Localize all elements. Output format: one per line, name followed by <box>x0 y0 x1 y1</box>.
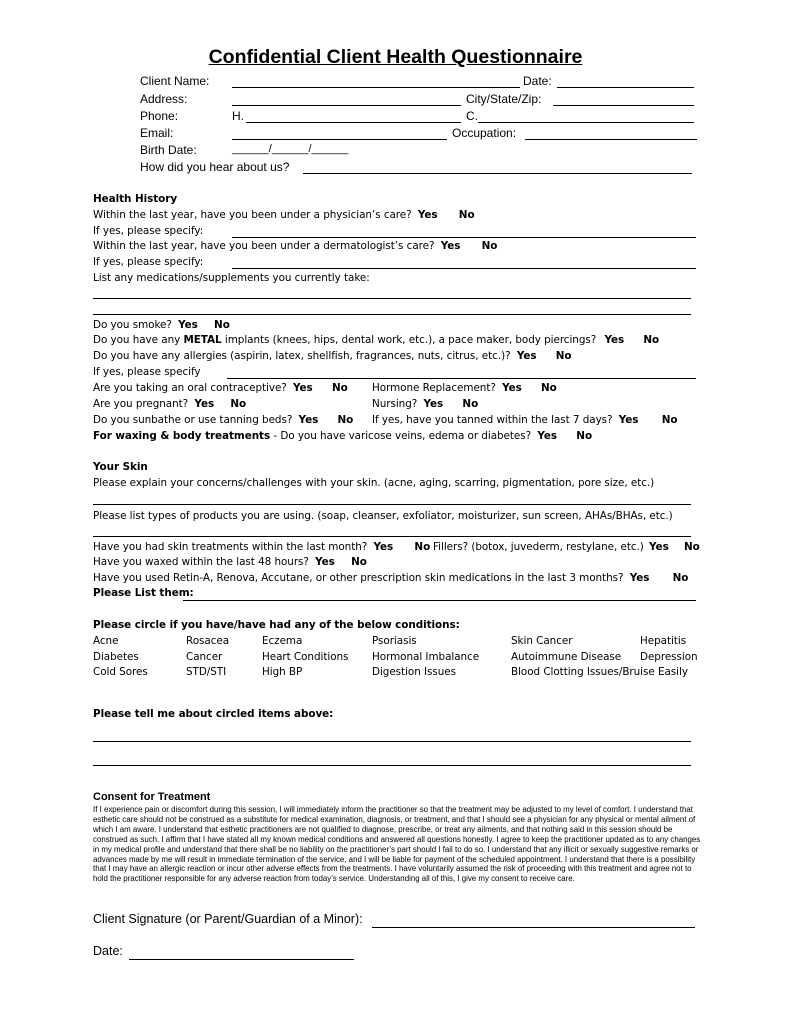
medications-label: List any medications/supplements you currently take: <box>93 272 370 284</box>
dermatologist-specify-label: If yes, please specify: <box>93 256 204 268</box>
signature-label: Client Signature (or Parent/Guardian of a Minor): <box>93 912 363 926</box>
occupation-field[interactable] <box>525 139 697 140</box>
health-history-heading: Health History <box>93 193 178 205</box>
signature-date-label: Date: <box>93 944 123 958</box>
waxed-yes-option[interactable]: Yes <box>315 556 335 568</box>
condition-psoriasis[interactable]: Psoriasis <box>372 635 417 647</box>
waxed-text: Have you waxed within the last 48 hours? <box>93 556 309 568</box>
birth-date-field[interactable]: ______/______/______ <box>232 143 349 155</box>
condition-eczema[interactable]: Eczema <box>262 635 303 647</box>
condition-acne[interactable]: Acne <box>93 635 119 647</box>
physician-no-option[interactable]: No <box>458 209 475 221</box>
sunbathe-yes-option[interactable]: Yes <box>298 414 319 426</box>
fillers-text: Fillers? (botox, juvederm, restylane, etc.) <box>433 541 644 553</box>
products-field[interactable] <box>93 536 691 537</box>
retin-question <box>93 572 688 584</box>
fillers-question <box>433 541 700 553</box>
condition-hepatitis[interactable]: Hepatitis <box>640 635 687 647</box>
physician-care-question <box>93 209 475 221</box>
date-field[interactable] <box>557 87 694 88</box>
pregnant-yes-option[interactable]: Yes <box>194 398 215 410</box>
physician-specify-field[interactable] <box>232 237 696 238</box>
waxed-question <box>93 556 367 568</box>
allergies-no-option[interactable]: No <box>555 350 572 362</box>
retin-text: Have you used Retin-A, Renova, Accutane, or other prescription skin medications in the last 3 months? <box>93 572 624 584</box>
metal-text-bold: METAL <box>183 334 222 346</box>
client-name-label: Client Name: <box>140 74 210 88</box>
physician-care-text: Within the last year, have you been under a physician’s care? <box>93 209 412 221</box>
home-phone-field[interactable] <box>246 122 461 123</box>
home-phone-label: H. <box>232 109 244 123</box>
phone-label: Phone: <box>140 109 179 123</box>
condition-high-bp[interactable]: High BP <box>262 666 303 678</box>
smoke-no-option[interactable]: No <box>214 319 230 331</box>
condition-autoimmune-disease[interactable]: Autoimmune Disease <box>511 651 622 663</box>
products-label: Please list types of products you are using. (soap, cleanser, exfoliator, moisturizer, sun screen, AHAs/BHAs, etc.) <box>93 510 673 522</box>
sunbathe-no-option[interactable]: No <box>337 414 354 426</box>
nursing-question <box>372 398 478 410</box>
list-them-label: Please List them: <box>93 587 194 599</box>
hormone-no-option[interactable]: No <box>541 382 557 394</box>
address-field[interactable] <box>232 105 461 106</box>
your-skin-heading: Your Skin <box>93 461 148 473</box>
tanned-yes-option[interactable]: Yes <box>618 414 639 426</box>
contraceptive-no-option[interactable]: No <box>331 382 348 394</box>
pregnant-no-option[interactable]: No <box>230 398 247 410</box>
skin-treatments-yes-option[interactable]: Yes <box>373 541 394 553</box>
tanned-no-option[interactable]: No <box>661 414 678 426</box>
circled-items-field-line-1[interactable] <box>93 741 691 742</box>
email-label: Email: <box>140 126 174 140</box>
hormone-text: Hormone Replacement? <box>372 382 496 394</box>
condition-std-sti[interactable]: STD/STI <box>186 666 227 678</box>
smoke-yes-option[interactable]: Yes <box>178 319 198 331</box>
condition-heart-conditions[interactable]: Heart Conditions <box>262 651 349 663</box>
contraceptive-text: Are you taking an oral contraceptive? <box>93 382 287 394</box>
hormone-yes-option[interactable]: Yes <box>502 382 522 394</box>
pregnant-text: Are you pregnant? <box>93 398 189 410</box>
email-field[interactable] <box>232 139 447 140</box>
metal-yes-option[interactable]: Yes <box>604 334 625 346</box>
allergies-question <box>93 350 572 362</box>
fillers-yes-option[interactable]: Yes <box>649 541 669 553</box>
cell-phone-label: C. <box>466 109 478 123</box>
allergies-yes-option[interactable]: Yes <box>516 350 537 362</box>
hear-about-label: How did you hear about us? <box>140 160 290 174</box>
sunbathe-text: Do you sunbathe or use tanning beds? <box>93 414 293 426</box>
form-title: Confidential Client Health Questionnaire <box>208 46 583 68</box>
pregnant-question <box>93 398 246 410</box>
allergies-specify-label: If yes, please specify <box>93 366 201 378</box>
circled-items-field-line-2[interactable] <box>93 765 691 766</box>
condition-blood-clotting-issues-bruise-easily[interactable]: Blood Clotting Issues/Bruise Easily <box>511 666 688 678</box>
city-state-zip-label: City/State/Zip: <box>466 92 542 106</box>
waxing-question <box>93 430 592 442</box>
condition-digestion-issues[interactable]: Digestion Issues <box>372 666 456 678</box>
condition-cold-sores[interactable]: Cold Sores <box>93 666 148 678</box>
date-label: Date: <box>523 74 552 88</box>
metal-text-post: implants (knees, hips, dental work, etc.), a pace maker, body piercings? <box>221 334 597 346</box>
dermatologist-specify-field[interactable] <box>232 268 696 269</box>
skin-treatments-text: Have you had skin treatments within the last month? <box>93 541 368 553</box>
conditions-heading: Please circle if you have/have had any of the below conditions: <box>93 619 460 631</box>
condition-skin-cancer[interactable]: Skin Cancer <box>511 635 573 647</box>
physician-specify-label: If yes, please specify: <box>93 225 204 237</box>
skin-treatments-question <box>93 541 430 553</box>
address-label: Address: <box>140 92 188 106</box>
list-them-field[interactable] <box>183 600 696 601</box>
hormone-question <box>372 382 557 394</box>
condition-hormonal-imbalance[interactable]: Hormonal Imbalance <box>372 651 480 663</box>
tanned-question <box>372 414 677 426</box>
fillers-no-option[interactable]: No <box>683 541 700 553</box>
nursing-text: Nursing? <box>372 398 418 410</box>
circled-items-label: Please tell me about circled items above: <box>93 708 334 720</box>
condition-cancer[interactable]: Cancer <box>186 651 223 663</box>
condition-diabetes[interactable]: Diabetes <box>93 651 139 663</box>
retin-yes-option[interactable]: Yes <box>629 572 650 584</box>
occupation-label: Occupation: <box>452 126 517 140</box>
waxed-no-option[interactable]: No <box>351 556 367 568</box>
contraceptive-question <box>93 382 348 394</box>
smoke-question <box>93 319 230 331</box>
waxing-yes-option[interactable]: Yes <box>537 430 558 442</box>
skin-treatments-no-option[interactable]: No <box>414 541 431 553</box>
consent-heading: Consent for Treatment <box>93 791 211 803</box>
city-state-zip-field[interactable] <box>553 105 694 106</box>
nursing-yes-option[interactable]: Yes <box>423 398 444 410</box>
dermatologist-care-text: Within the last year, have you been under a dermatologist’s care? <box>93 240 435 252</box>
condition-rosacea[interactable]: Rosacea <box>186 635 230 647</box>
hear-about-field[interactable] <box>303 173 692 174</box>
sunbathe-question <box>93 414 353 426</box>
consent-text: If I experience pain or discomfort during this session, I will immediately inform the practitioner so that the treatment may be adjusted to my level of comfort. I understand that esthetic care should not be construed as a substitute for medical examination, diagnosis, or treatment, and that I should see a physician for any physical or mental ailment of which I am aware. I understand that esthetic practitioners are not qualified to diagnose, prescribe, or treat any ailments, and that nothing said in this session should be construed as such. I affirm that I have stated all my known medical conditions and answered all questions honestly. I agree to keep the practitioner updated as to any changes in my medical profile and understand that there shall be no liability on the practitioner’s part should I fail to do so. I understand that any illicit or sexually suggestive remarks or advances made by me will result in immediate termination of the service, and I will be liable for payment of the scheduled appointment. I understand that there is a possibility that I may have an allergic reaction or incur other adverse effects from the treatments. I have voluntarily assumed the risk of proceeding with this treatment and agree not to hold the practitioner responsible for any adverse reaction from today’s service. Understanding all of this, I give my consent to receive care. <box>93 805 701 884</box>
allergies-text: Do you have any allergies (aspirin, latex, shellfish, fragrances, nuts, citrus, etc.)? <box>93 350 511 362</box>
client-name-field[interactable] <box>232 87 520 88</box>
retin-no-option[interactable]: No <box>672 572 689 584</box>
dermatologist-care-question <box>93 240 497 252</box>
birth-date-label: Birth Date: <box>140 143 197 157</box>
physician-yes-option[interactable]: Yes <box>417 209 438 221</box>
metal-text-pre: Do you have any <box>93 334 184 346</box>
metal-no-option[interactable]: No <box>643 334 660 346</box>
condition-depression[interactable]: Depression <box>640 651 698 663</box>
contraceptive-yes-option[interactable]: Yes <box>293 382 313 394</box>
dermatologist-yes-option[interactable]: Yes <box>440 240 461 252</box>
skin-concerns-field[interactable] <box>93 504 691 505</box>
medications-field-line-1[interactable] <box>93 298 691 299</box>
dermatologist-no-option[interactable]: No <box>481 240 498 252</box>
skin-concerns-label: Please explain your concerns/challenges with your skin. (acne, aging, scarring, pigmentation, pore size, etc.) <box>93 477 655 489</box>
waxing-text-bold: For waxing & body treatments <box>93 430 271 442</box>
smoke-text: Do you smoke? <box>93 319 172 331</box>
waxing-text-post: - Do you have varicose veins, edema or diabetes? <box>270 430 532 442</box>
nursing-no-option[interactable]: No <box>462 398 479 410</box>
tanned-text: If yes, have you tanned within the last 7 days? <box>372 414 613 426</box>
allergies-specify-field[interactable] <box>227 378 696 379</box>
signature-field[interactable] <box>372 927 695 928</box>
signature-date-field[interactable] <box>129 959 354 960</box>
cell-phone-field[interactable] <box>478 122 694 123</box>
metal-implants-question <box>93 334 659 346</box>
waxing-no-option[interactable]: No <box>576 430 593 442</box>
medications-field-line-2[interactable] <box>93 314 691 315</box>
